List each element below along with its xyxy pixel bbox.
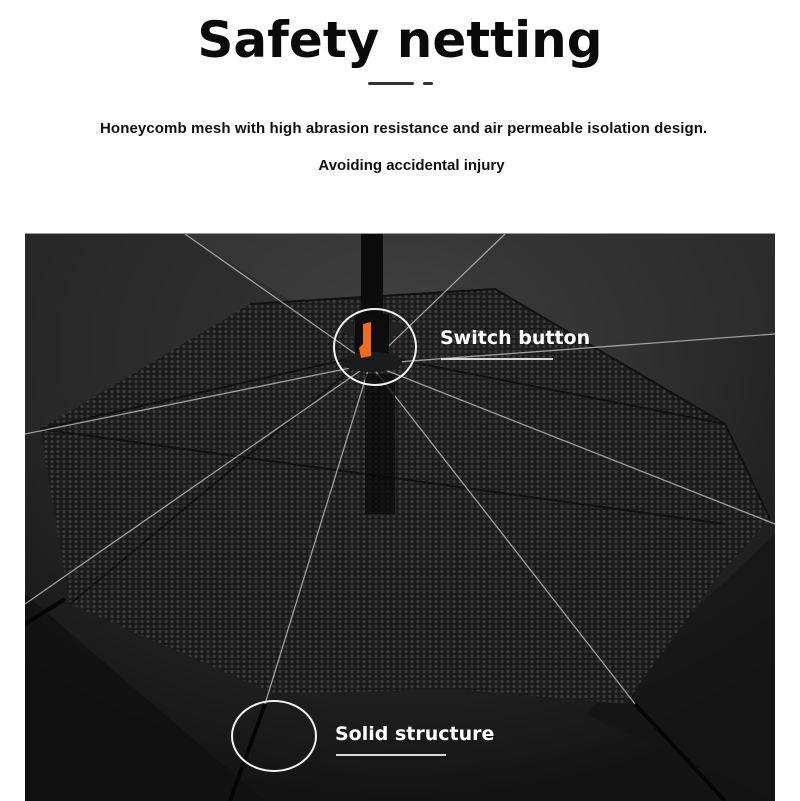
title-divider-short (423, 82, 433, 85)
feature-tagline: Avoiding accidental injury (318, 157, 505, 174)
feature-description: Honeycomb mesh with high abrasion resistance and air permeable isolation design. (100, 120, 708, 137)
switch-button-underline (441, 358, 553, 360)
solid-structure-highlight-ring (231, 700, 317, 772)
page-title: Safety netting (197, 11, 603, 69)
title-divider-long (368, 82, 414, 85)
solid-structure-underline (336, 754, 446, 756)
umbrella-product-photo (25, 233, 775, 801)
solid-structure-label: Solid structure (335, 723, 495, 745)
switch-button-highlight-ring (333, 308, 417, 386)
switch-button-label: Switch button (440, 327, 591, 349)
